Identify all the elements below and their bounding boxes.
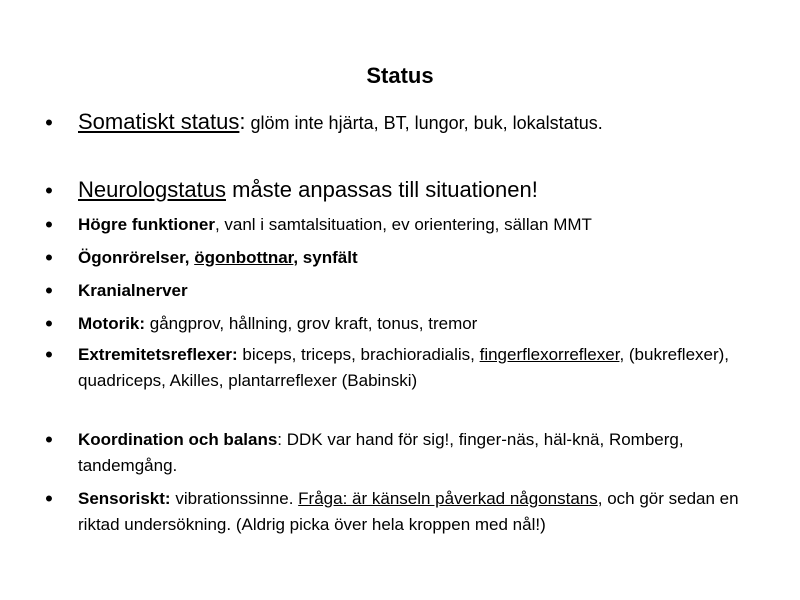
- sensoriskt-rest2: , och gör sedan en riktad undersökning. (Aldrig picka över hela kroppen med nål!): [78, 489, 739, 534]
- bullet-dot-icon: •: [45, 212, 53, 237]
- sensoriskt-label: Sensoriskt:: [78, 489, 171, 508]
- extremitet-rest2: , (bukreflexer), quadriceps, Akilles, plantarreflexer (Babinski): [78, 345, 730, 390]
- ogon-part1: Ögonrörelser,: [78, 248, 195, 267]
- bullet-text-ogon: [78, 245, 758, 271]
- bullet-dot-icon: •: [45, 427, 53, 452]
- somatiskt-colon: :: [239, 109, 246, 134]
- neurolog-label: Neurologstatus: [78, 177, 226, 202]
- bullet-dot-icon: •: [45, 178, 53, 203]
- motorik-rest: gångprov, hållning, grov kraft, tonus, tremor: [145, 314, 478, 333]
- extremitet-rest1: biceps, triceps, brachioradialis,: [237, 345, 480, 364]
- slide-title: Status: [366, 63, 434, 88]
- sensoriskt-underlined: Fråga: är känseln påverkad någonstans: [298, 489, 598, 508]
- ogon-part3: , synfält: [293, 248, 358, 267]
- hogre-rest: , vanl i samtalsituation, ev orientering, sällan MMT: [214, 215, 592, 234]
- somatiskt-rest: glöm inte hjärta, BT, lungor, buk, lokalstatus.: [245, 113, 603, 133]
- bullet-text-koordination: [78, 427, 758, 479]
- bullet-text-motorik: [78, 311, 758, 337]
- bullet-text-hogre: [78, 212, 758, 238]
- bullet-text-extremitet: [78, 342, 758, 394]
- hogre-label: Högre funktioner: [78, 215, 215, 234]
- ogon-part2: ögonbottnar: [194, 248, 294, 267]
- bullet-dot-icon: •: [45, 486, 53, 511]
- kranial-label: Kranialnerver: [78, 281, 188, 300]
- bullet-dot-icon: •: [45, 245, 53, 270]
- bullet-text-sensoriskt: [78, 486, 758, 538]
- sensoriskt-rest1: vibrationssinne.: [170, 489, 299, 508]
- motorik-label: Motorik:: [78, 314, 146, 333]
- bullet-dot-icon: •: [45, 110, 53, 135]
- bullet-text-neurolog: [78, 176, 758, 204]
- bullet-text-somatiskt: [78, 108, 758, 136]
- bullet-dot-icon: •: [45, 342, 53, 367]
- somatiskt-label: Somatiskt status: [78, 109, 240, 134]
- bullet-dot-icon: •: [45, 278, 53, 303]
- bullet-dot-icon: •: [45, 311, 53, 336]
- koordination-label: Koordination och balans: [78, 430, 278, 449]
- neurolog-rest: måste anpassas till situationen!: [225, 177, 538, 202]
- extremitet-underlined: fingerflexorreflexer: [479, 345, 620, 364]
- koordination-rest: : DDK var hand för sig!, finger-näs, häl-knä, Romberg, tandemgång.: [78, 430, 684, 475]
- extremitet-label: Extremitetsreflexer:: [78, 345, 238, 364]
